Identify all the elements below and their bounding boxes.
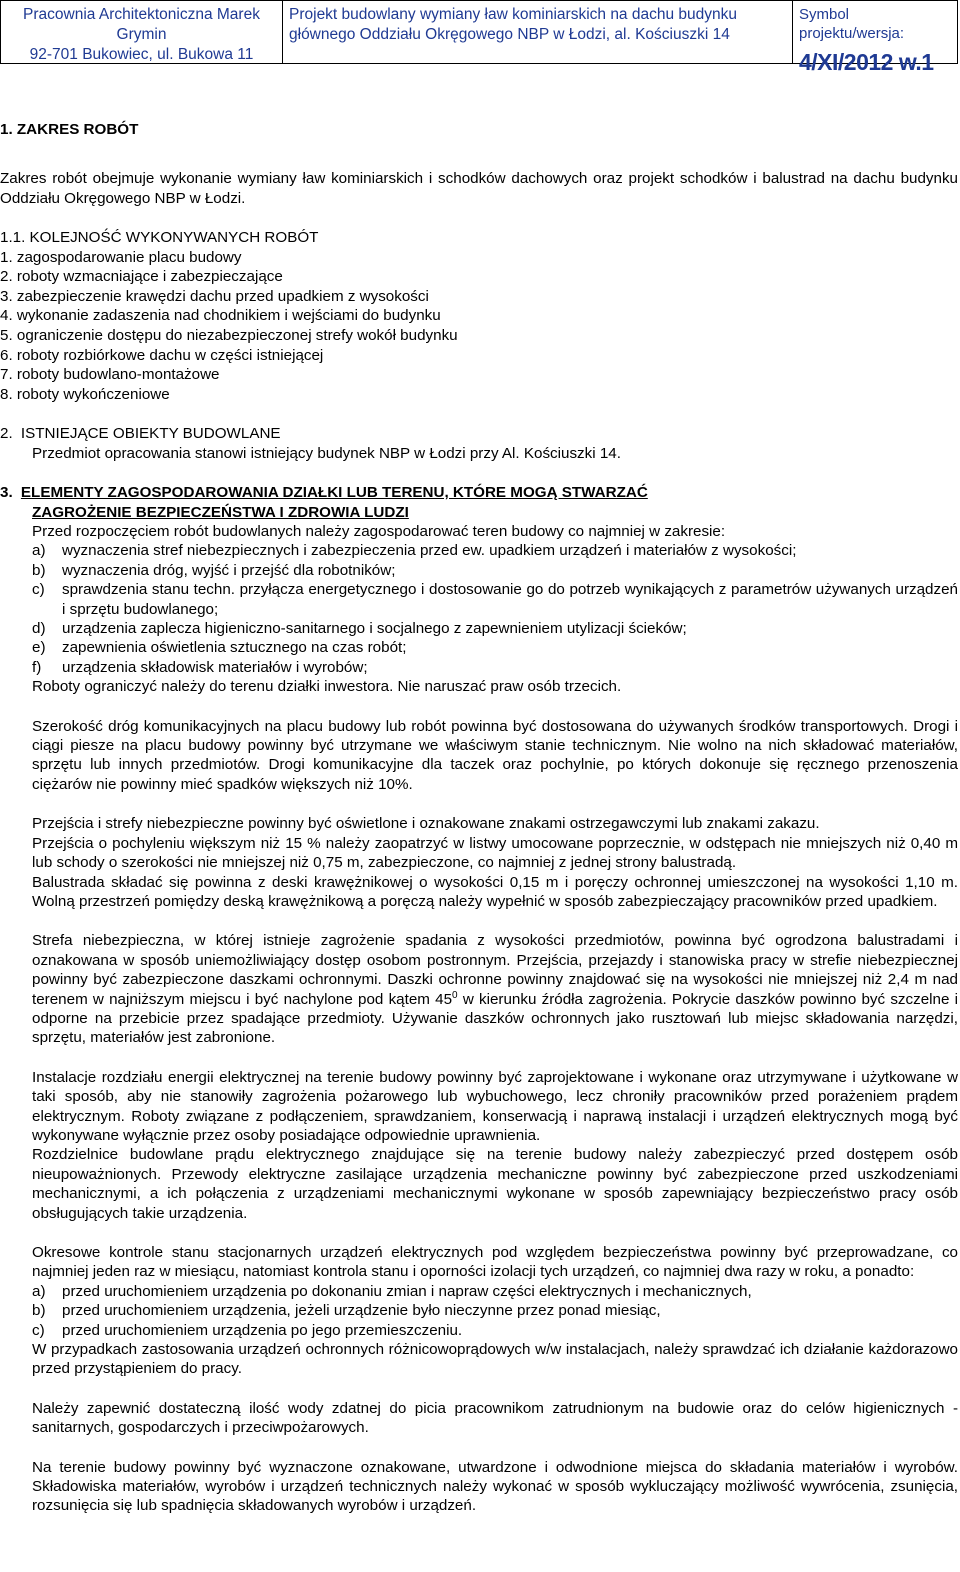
work-order-list: [0, 248, 958, 405]
project-title-line1: Projekt budowlany wymiany ław kominiarskich na dachu budynku: [289, 6, 738, 23]
section-3-title: [0, 483, 958, 502]
section-2-text: Przedmiot opracowania stanowi istniejący budynek NBP w Łodzi przy Al. Kościuszki 14.: [32, 444, 621, 462]
project-title-line2: głównego Oddziału Okręgowego NBP w Łodzi, al. Kościuszki 14: [289, 26, 730, 43]
list-item: b) wyznaczenia dróg, wyjść i przejść dla robotników;: [32, 561, 396, 579]
inspection-list: [0, 1282, 958, 1340]
paragraph-inspections: Okresowe kontrole stanu stacjonarnych urządzeń elektrycznych pod względem bezpieczeństwa powinny być przeprowadzane, co najmniej jeden raz w miesiącu, natomiast kontrola stanu i oporności izolacji tych urządzeń, co najmniej dwa razy w roku, a ponadto:: [32, 1244, 958, 1281]
section-2-number: 2.: [0, 425, 13, 443]
section-1-title: 1. ZAKRES ROBÓT: [0, 121, 139, 138]
paragraph-railings: Balustrada składać się powinna z deski krawężnikowej o wysokości 0,15 m i poręczy ochronnej umieszczonej na wysokości 1,10 m. Wolną przestrzeń pomiędzy deską krawężnikową a poręczą należy wypełnić w sposób zabezpieczający pracowników przed upadkiem.: [32, 873, 958, 910]
paragraph-danger-zone: Strefa niebezpieczna, w której istnieje zagrożenie spadania z wysokości przedmiotów, powinna być ogrodzona balustradami i oznakowana w sposób uniemożliwiający dostęp osobom postronnym. Przejścia, przejazdy i stanowiska pracy w strefie niebezpiecznej powinny być zabezpieczone daszkami ochronnymi. Daszki ochronne powinny znajdować się na wysokości nie mniejszej niż 2,4 m nad terenem w najniższym miejscu i być nachylone pod kątem $45^0$ w kierunku źródła zagrożenia. Pokrycie daszków powinno być szczelne i odporne na przebicie przez spadające przedmioty. Używanie daszków ochronnych jako rusztowań lub miejsc składowania narzędzi, sprzętu, materiałów jest zabronione.: [32, 932, 959, 1047]
list-item: 2. roboty wzmacniające i zabezpieczające: [0, 268, 283, 286]
header-symbol: [793, 1, 957, 75]
section-3-heading-line2: ZAGROŻENIE BEZPIECZEŃSTWA I ZDROWIA LUDZI: [32, 503, 409, 521]
paragraph-roads: Szerokość dróg komunikacyjnych na placu budowy lub robót powinna być dostosowana do używanych środków transportowych. Drogi i ciągi piesze na placu budowy powinny być utrzymane we właściwym stanie technicznym. Nie wolno na nich składować materiałów, sprzętu lub innych przedmiotów. Drogi komunikacyjne dla taczek oraz pochylnie, po których dokonuje się ręcznego przenoszenia ciężarów nie powinny mieć spadków większych niż 10%.: [32, 717, 958, 793]
site-preparation-list: [0, 541, 958, 677]
section-3-title-line2: [0, 503, 958, 522]
document-body: [0, 120, 958, 1516]
section-3-number: 3.: [0, 484, 13, 502]
section-1-1-title: 1.1. KOLEJNOŚĆ WYKONYWANYCH ROBÓT: [0, 229, 319, 247]
list-item: e) zapewnienia oświetlenia sztucznego na czas robót;: [32, 639, 407, 657]
company-name: Pracownia Architektoniczna Marek Grymin: [23, 6, 260, 43]
company-address: 92-701 Bukowiec, ul. Bukowa 11: [29, 46, 254, 63]
symbol-label: Symbol projektu/wersja:: [799, 6, 905, 42]
list-item: 6. roboty rozbiórkowe dachu w części istniejącej: [0, 346, 324, 364]
section-3-after-list: Roboty ograniczyć należy do terenu działki inwestora. Nie naruszać praw osób trzecich.: [32, 678, 622, 696]
list-item: f) urządzenia składowisk materiałów i wyrobów;: [32, 658, 368, 676]
header-company: [1, 1, 283, 63]
list-item: 8. roboty wykończeniowe: [0, 385, 170, 403]
paragraph-storage: Na terenie budowy powinny być wyznaczone oznakowane, utwardzone i odwodnione miejsca do składania materiałów i wyrobów. Składowiska materiałów, wyrobów i urządzeń technicznych należy wykonać w sposób wykluczający możliwość wywrócenia, zsunięcia, rozsunięcia się lub spadnięcia składowanych wyrobów i urządzeń.: [32, 1458, 958, 1515]
section-1-text: Zakres robót obejmuje wykonanie wymiany ław kominiarskich i schodków dachowych oraz projekt schodków i balustrad na dachu budynku Oddziału Okręgowego NBP w Łodzi.: [0, 170, 958, 207]
list-item: d) urządzenia zaplecza higieniczno-sanitarnego i socjalnego z zapewnieniem utylizacji ścieków;: [32, 620, 687, 638]
document-header: [0, 0, 958, 75]
list-item: 1. zagospodarowanie placu budowy: [0, 248, 242, 266]
section-2-heading: ISTNIEJĄCE OBIEKTY BUDOWLANE: [20, 425, 281, 443]
paragraph-passages: Przejścia i strefy niebezpieczne powinny być oświetlone i oznakowane znakami ostrzegawczymi lub znakami zakazu.: [32, 815, 820, 833]
section-3-heading-line1: ELEMENTY ZAGOSPODAROWANIA DZIAŁKI LUB TERENU, KTÓRE MOGĄ STWARZAĆ: [20, 484, 648, 502]
paragraph-rcd: W przypadkach zastosowania urządzeń ochronnych różnicowoprądowych w/w instalacjach, należy sprawdzać ich działanie każdorazowo przed przystąpieniem do pracy.: [32, 1341, 958, 1378]
header-project: [283, 1, 793, 63]
list-item: 4. wykonanie zadaszenia nad chodnikiem i wejściami do budynku: [0, 307, 441, 325]
list-item: c) sprawdzenia stanu techn. przyłącza energetycznego i dostosowanie go do potrzeb wynikających z parametrów używanych urządzeń i sprzętu budowlanego;: [32, 581, 958, 618]
paragraph-slopes: Przejścia o pochyleniu większym niż 15 % należy zaopatrzyć w listwy umocowane poprzecznie, w odstępach nie mniejszych niż 0,40 m lub schody o szerokości nie mniejszej niż 0,75 m, zabezpieczone, co najmniej z jednej strony balustradą.: [32, 834, 958, 872]
symbol-value: 4/XI/2012 w.1: [799, 49, 934, 75]
list-item: 3. zabezpieczenie krawędzi dachu przed upadkiem z wysokości: [0, 287, 429, 305]
paragraph-water: Należy zapewnić dostateczną ilość wody zdatnej do picia pracownikom zatrudnionym na budowie oraz do celów higienicznych - sanitarnych, gospodarczych i przeciwpożarowych.: [32, 1399, 958, 1437]
paragraph-switchgear: Rozdzielnice budowlane prądu elektrycznego znajdujące się na terenie budowy należy zabezpieczyć przed dostępem osób nieupoważnionych. Przewody elektryczne zasilające urządzenia mechaniczne powinny być zabezpieczone przed uszkodzeniami mechanicznymi, a ich połączenia z urządzeniami mechanicznymi wykonane w sposób zapewniający bezpieczeństwo pracy osób obsługujących takie urządzenia.: [32, 1146, 958, 1222]
list-item: a) wyznaczenia stref niebezpiecznych i zabezpieczenia przed ew. upadkiem urządzeń i materiałów z wysokości;: [32, 542, 797, 560]
list-item: c) przed uruchomieniem urządzenia po jego przemieszczeniu.: [32, 1321, 463, 1339]
paragraph-electrical: Instalacje rozdziału energii elektrycznej na terenie budowy powinny być zaprojektowane i wykonane oraz utrzymywane i użytkowane w taki sposób, aby nie stanowiły zagrożenia pożarowego lub wybuchowego, lecz chroniły pracowników przed porażeniem prądem elektrycznym. Roboty związane z podłączeniem, sprawdzaniem, konserwacją i naprawą instalacji i urządzeń elektrycznych mogą być wykonywane wyłącznie przez osoby posiadające odpowiednie uprawnienia.: [32, 1068, 958, 1144]
list-item: a) przed uruchomieniem urządzenia po dokonaniu zmian i napraw części elektrycznych i mechanicznych,: [32, 1282, 752, 1300]
section-3-intro: Przed rozpoczęciem robót budowlanych należy zagospodarować teren budowy co najmniej w zakresie:: [32, 523, 726, 540]
list-item: b) przed uruchomieniem urządzenia, jeżeli urządzenie było nieczynne przez ponad miesiąc,: [32, 1302, 661, 1320]
list-item: 5. ograniczenie dostępu do niezabezpieczonej strefy wokół budynku: [0, 327, 458, 344]
list-item: 7. roboty budowlano-montażowe: [0, 366, 220, 384]
section-2-title: [0, 424, 958, 443]
